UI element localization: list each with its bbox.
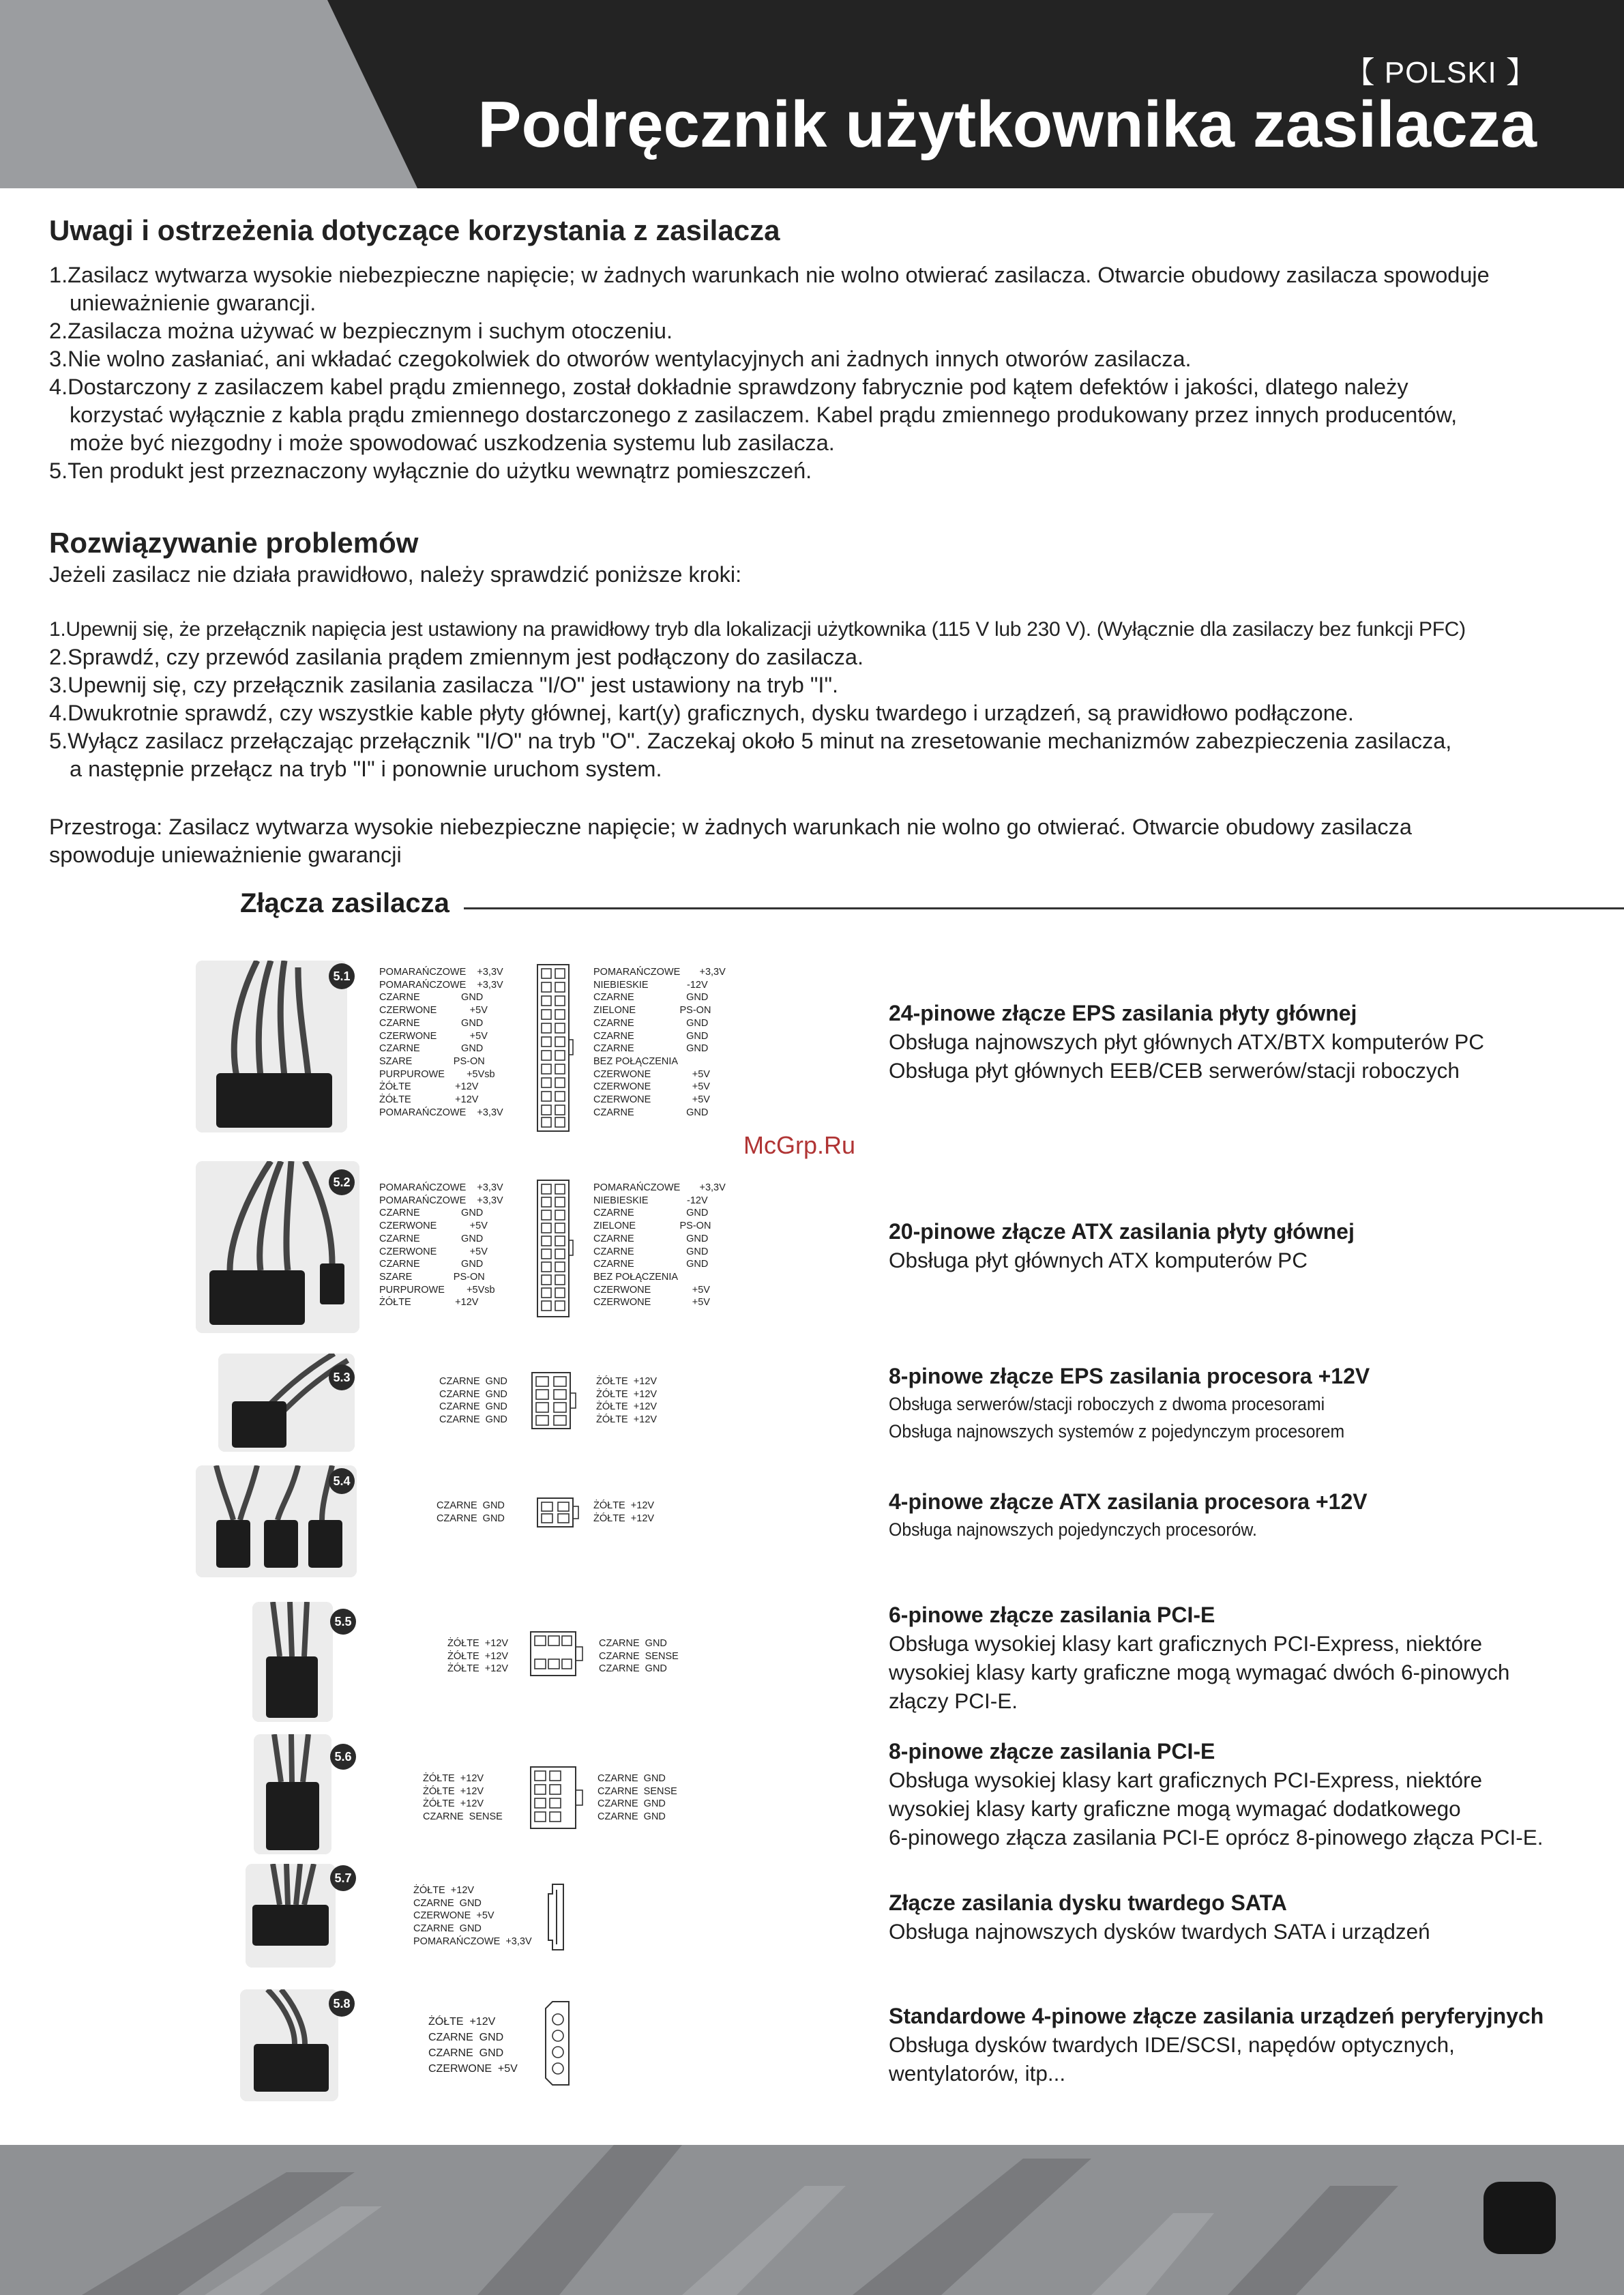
badge-5-8: 5.8 [329,1991,355,2017]
connector-title: 8-pinowe złącze EPS zasilania procesora +12V [889,1364,1370,1388]
connector-diagram-molex [543,1999,578,2088]
warning-item: unieważnienie gwarancji. [70,291,316,315]
connector-line: Obsługa płyt głównych EEB/CEB serwerów/stacji roboczych [889,1058,1460,1083]
cable-photo-8pin-pcie [254,1734,331,1854]
pinout-right-8pin-eps: ŻÓŁTE +12V ŻÓŁTE +12V ŻÓŁTE +12V ŻÓŁTE +12V [596,1376,658,1426]
troubleshooting-item: 1.Upewnij się, że przełącznik napięcia jest ustawiony na prawidłowy tryb dla lokalizacji użytkownika (115 V lub 230 V). (Wyłącznie dla zasilaczy bez funkcji PFC) [49,618,1466,641]
warning-item: może być niezgodny i może spowodować uszkodzenia systemu lub zasilacza. [70,430,835,455]
cable-photo-molex [240,1989,338,2101]
warning-item: 2.Zasilacza można używać w bezpiecznym i suchym otoczeniu. [49,319,673,343]
troubleshooting-list [49,615,1577,783]
pinout-sata: ŻÓŁTE +12V CZARNE GND CZERWONE +5V CZARNE GND POMARAŃCZOWE +3,3V [413,1885,532,1947]
badge-5-2: 5.2 [329,1169,355,1195]
connector-diagram-20pin [536,1179,574,1318]
pinout-left-8pin-pcie: ŻÓŁTE +12V ŻÓŁTE +12V ŻÓŁTE +12V CZARNE SENSE [423,1773,503,1823]
connector-line: Obsługa dysków twardych IDE/SCSI, napędów optycznych, [889,2032,1455,2057]
connector-diagram-8pin-pcie [529,1766,585,1831]
connector-line: Obsługa serwerów/stacji roboczych z dwoma procesorami [889,1394,1325,1414]
troubleshooting-item: a następnie przełącz na tryb "I" i ponownie uruchom system. [70,757,662,781]
language-label: 【 POLSKI 】 [1344,56,1537,89]
connector-desc-24pin [889,999,1484,1085]
connector-diagram-sata [546,1882,570,1953]
badge-5-5: 5.5 [330,1609,356,1635]
connector-diagram-8pin-eps [531,1371,580,1430]
connector-title: 24-pinowe złącze EPS zasilania płyty głównej [889,1001,1357,1025]
troubleshooting-item: 3.Upewnij się, czy przełącznik zasilania zasilacza "I/O" jest ustawiony na tryb "I". [49,673,839,697]
connector-line: wysokiej klasy karty graficzne mogą wymagać dodatkowego [889,1796,1461,1821]
troubleshooting-item: 5.Wyłącz zasilacz przełączając przełącznik "I/O" na tryb "O". Zaczekaj około 5 minut na zresetowanie mechanizmów zabezpieczenia zasilacza, [49,729,1452,753]
caution-line: Przestroga: Zasilacz wytwarza wysokie niebezpieczne napięcie; w żadnych warunkach nie wolno go otwierać. Otwarcie obudowy zasilacza [49,815,1412,839]
connector-line: Obsługa najnowszych pojedynczych procesorów. [889,1519,1257,1540]
connectors-heading-rule [464,907,1624,909]
pinout-right-20pin: POMARAŃCZOWE +3,3V NIEBIESKIE -12V CZARNE GND ZIELONE PS-ON CZARNE GND CZARNE GND CZARNE GND BEZ POŁĄCZENIA CZERWONE +5V CZERWONE +5V [593,1182,726,1309]
pinout-left-4pin-atx: CZARNE GND CZARNE GND [437,1500,505,1524]
connector-title: Standardowe 4-pinowe złącze zasilania urządzeń peryferyjnych [889,2004,1544,2028]
connector-desc-20pin [889,1217,1355,1274]
connector-line: 6-pinowego złącza zasilania PCI-E oprócz 8-pinowego złącza PCI-E. [889,1825,1544,1850]
pinout-right-8pin-pcie: CZARNE GND CZARNE SENSE CZARNE GND CZARNE GND [597,1773,677,1823]
connector-title: Złącze zasilania dysku twardego SATA [889,1890,1287,1915]
pinout-left-8pin-eps: CZARNE GND CZARNE GND CZARNE GND CZARNE GND [439,1376,507,1426]
connector-desc-8pin-pcie [889,1737,1543,1852]
warning-item: korzystać wyłącznie z kabla prądu zmiennego dostarczonego z zasilaczem. Kabel prądu zmiennego produkowany przez innych producentów, [70,403,1458,427]
connector-desc-6pin-pcie [889,1600,1509,1715]
badge-5-7: 5.7 [330,1865,356,1891]
cable-photo-24pin [196,961,347,1132]
troubleshooting-intro: Jeżeli zasilacz nie działa prawidłowo, należy sprawdzić poniższe kroki: [49,562,742,587]
connector-line: Obsługa najnowszych dysków twardych SATA i urządzeń [889,1919,1430,1944]
connector-line: Obsługa najnowszych systemów z pojedynczym procesorem [889,1421,1345,1442]
badge-5-3: 5.3 [329,1364,355,1390]
connector-line: Obsługa wysokiej klasy kart graficznych PCI-Express, niektóre [889,1631,1483,1656]
connector-desc-4pin-atx [889,1487,1368,1543]
header-grey-wedge [0,0,423,188]
warning-item: 5.Ten produkt jest przeznaczony wyłącznie do użytku wewnątrz pomieszczeń. [49,458,812,483]
pinout-molex: ŻÓŁTE +12V CZARNE GND CZARNE GND CZERWONE +5V [428,2016,518,2075]
page-title: Podręcznik użytkownika zasilacza [477,88,1537,161]
connector-diagram-4pin-atx [536,1497,581,1530]
badge-5-1: 5.1 [329,963,355,989]
page-number-box [1483,2182,1556,2254]
connectors-heading: Złącza zasilacza [240,888,449,918]
warnings-list [49,261,1577,485]
warning-item: 3.Nie wolno zasłaniać, ani wkładać czegokolwiek do otworów wentylacyjnych ani żadnych innych otworów zasilacza. [49,347,1192,371]
caution-note [49,813,1536,869]
cable-photo-sata [246,1864,336,1968]
watermark-text: McGrp.Ru [743,1131,856,1159]
troubleshooting-item: 4.Dwukrotnie sprawdź, czy wszystkie kable płyty głównej, kart(y) graficznych, dysku twardego i urządzeń, są prawidłowo podłączone. [49,701,1354,725]
warnings-heading: Uwagi i ostrzeżenia dotyczące korzystania z zasilacza [49,214,780,246]
connector-diagram-24pin [536,963,574,1132]
connector-desc-sata [889,1888,1430,1946]
pinout-left-20pin: POMARAŃCZOWE +3,3V POMARAŃCZOWE +3,3V CZARNE GND CZERWONE +5V CZARNE GND CZERWONE +5V CZARNE GND SZARE PS-ON PURPUROWE +5Vsb ŻÓŁTE +12V [379,1182,503,1309]
troubleshooting-heading: Rozwiązywanie problemów [49,527,419,559]
connector-line: wentylatorów, itp... [889,2061,1066,2086]
connector-line: wysokiej klasy karty graficzne mogą wymagać dwóch 6-pinowych [889,1660,1510,1684]
cable-photo-6pin-pcie [252,1602,333,1722]
connector-line: złączy PCI-E. [889,1689,1018,1713]
badge-5-6: 5.6 [330,1744,356,1770]
connector-line: Obsługa płyt głównych ATX komputerów PC [889,1248,1308,1272]
footer-banner [0,2145,1624,2295]
troubleshooting-item: 2.Sprawdź, czy przewód zasilania prądem zmiennym jest podłączony do zasilacza. [49,645,864,669]
connector-title: 4-pinowe złącze ATX zasilania procesora +12V [889,1489,1368,1514]
connector-desc-8pin-eps [889,1362,1384,1445]
pinout-right-4pin-atx: ŻÓŁTE +12V ŻÓŁTE +12V [593,1500,655,1524]
connector-line: Obsługa wysokiej klasy kart graficznych PCI-Express, niektóre [889,1768,1483,1792]
pinout-right-24pin: POMARAŃCZOWE +3,3V NIEBIESKIE -12V CZARNE GND ZIELONE PS-ON CZARNE GND CZARNE GND CZARNE GND BEZ POŁĄCZENIA CZERWONE +5V CZERWONE +5V CZERWONE +5V CZARNE GND [593,967,726,1118]
connector-desc-molex [889,2002,1544,2088]
caution-line: spowoduje unieważnienie gwarancji [49,843,402,867]
pinout-right-6pin-pcie: CZARNE GND CZARNE SENSE CZARNE GND [599,1638,679,1675]
pinout-left-24pin: POMARAŃCZOWE +3,3V POMARAŃCZOWE +3,3V CZARNE GND CZERWONE +5V CZARNE GND CZERWONE +5V CZARNE GND SZARE PS-ON PURPUROWE +5Vsb ŻÓŁTE +12V ŻÓŁTE +12V POMARAŃCZOWE +3,3V [379,967,503,1118]
connector-line: Obsługa najnowszych płyt głównych ATX/BTX komputerów PC [889,1029,1485,1054]
connector-title: 20-pinowe złącze ATX zasilania płyty głównej [889,1219,1355,1244]
warning-item: 4.Dostarczony z zasilaczem kabel prądu zmiennego, został dokładnie sprawdzony fabrycznie pod kątem defektów i jakości, dlatego należy [49,375,1408,399]
badge-5-4: 5.4 [329,1468,355,1494]
connector-title: 6-pinowe złącze zasilania PCI-E [889,1603,1215,1627]
pinout-left-6pin-pcie: ŻÓŁTE +12V ŻÓŁTE +12V ŻÓŁTE +12V [447,1638,509,1675]
warning-item: 1.Zasilacz wytwarza wysokie niebezpieczne napięcie; w żadnych warunkach nie wolno otwierać zasilacza. Otwarcie obudowy zasilacza spowoduje [49,263,1490,287]
connector-diagram-6pin-pcie [529,1631,585,1678]
connector-title: 8-pinowe złącze zasilania PCI-E [889,1739,1215,1764]
